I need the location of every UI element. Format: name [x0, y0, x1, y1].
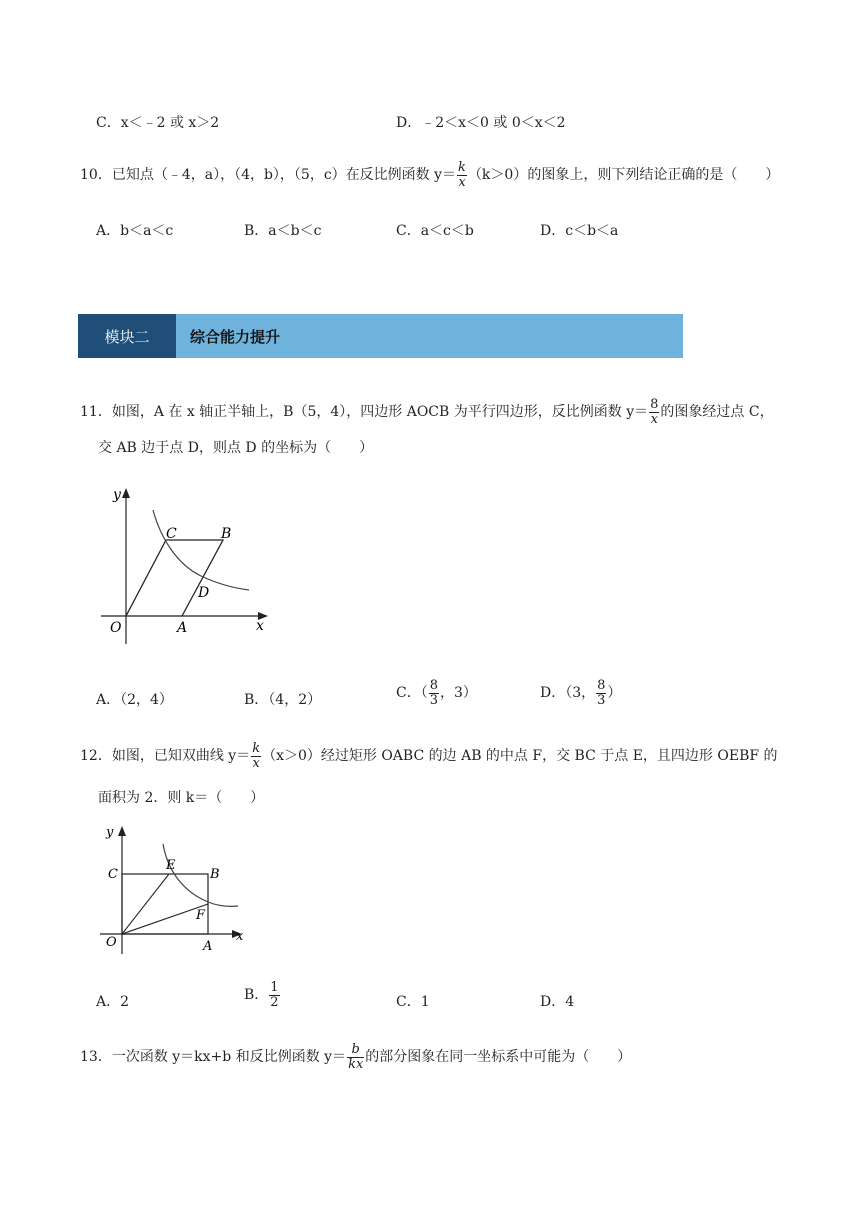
q11-label-a: A [177, 620, 188, 636]
q12-label-b: B [210, 867, 220, 882]
q12-segment-oe [122, 874, 169, 934]
module-label: 模块二 [78, 314, 176, 358]
q12-label-c: C [108, 867, 118, 882]
q12-label-y: y [106, 825, 114, 840]
q11-option-d-pre: D．（3， [540, 685, 596, 702]
q11-option-c [396, 679, 477, 707]
q12-option-c: C．1 [396, 994, 430, 1010]
q11-option-a: A．（2，4） [96, 692, 173, 708]
q10-option-b: B．a＜b＜c [244, 223, 322, 239]
q11-option-d-post: ） [607, 685, 622, 702]
q11-option-c-pre: C．（ [396, 685, 428, 702]
q11-label-c: C [166, 526, 177, 542]
q12-frac-den: x [252, 755, 260, 771]
q12-option-b-den: 2 [270, 994, 279, 1010]
q12-label-f: F [196, 908, 206, 923]
q13-fraction [347, 1043, 364, 1071]
q12-option-a: A．2 [96, 994, 130, 1010]
q11-line1-before: 11．如图，A 在 x 轴正半轴上，B（5，4），四边形 AOCB 为平行四边形，反比例函数 y＝ [80, 404, 649, 421]
q11-option-d-frac [596, 679, 606, 707]
q12-line1-before: 12．如图，已知双曲线 y＝ [80, 748, 251, 765]
q10-fraction [457, 161, 467, 189]
q11-frac-num: 8 [650, 397, 659, 412]
q10-stem-after: （k＞0）的图象上，则下列结论正确的是（ ） [467, 167, 780, 184]
q11-label-o: O [110, 620, 122, 636]
q11-label-b: B [221, 526, 232, 542]
q11-option-d-den: 3 [597, 692, 606, 708]
module-title: 综合能力提升 [176, 314, 683, 358]
q11-hyperbola [153, 510, 249, 590]
q12-option-b-frac [269, 981, 279, 1009]
q13-stem-before: 13．一次函数 y＝kx+b 和反比例函数 y＝ [80, 1049, 347, 1066]
q9-option-d: D．﹣2＜x＜0 或 0＜x＜2 [396, 115, 566, 131]
q10-frac-den: x [458, 174, 466, 190]
q13-stem [80, 1043, 631, 1071]
q12-rectangle [122, 874, 208, 934]
q12-figure [100, 822, 250, 957]
q12-line1 [80, 742, 778, 770]
q11-option-c-den: 3 [429, 692, 438, 708]
q12-line2: 面积为 2．则 k＝（ ） [98, 790, 265, 806]
q12-y-arrow [118, 826, 126, 836]
q11-label-x: x [256, 618, 264, 634]
q12-label-x: x [236, 929, 244, 944]
q12-option-b [244, 981, 281, 1009]
q11-line2: 交 AB 边于点 D，则点 D 的坐标为（ ） [98, 440, 374, 456]
q10-stem-before: 10．已知点（﹣4，a），（4，b），（5，c）在反比例函数 y＝ [80, 167, 457, 184]
q12-line1-after: （x＞0）经过矩形 OABC 的边 AB 的中点 F，交 BC 于点 E，且四边形 OEBF 的 [262, 748, 778, 765]
q11-parallelogram [126, 540, 223, 616]
q12-frac-num: k [252, 741, 261, 756]
q11-option-c-post: ，3） [440, 685, 477, 702]
q11-fraction [649, 398, 659, 426]
q10-option-a: A．b＜a＜c [96, 223, 174, 239]
q11-option-c-frac [429, 679, 439, 707]
q10-option-d: D．c＜b＜a [540, 223, 619, 239]
q12-label-e: E [166, 858, 176, 873]
q12-option-b-num: 1 [270, 980, 279, 995]
q11-option-d [540, 679, 621, 707]
q12-hyperbola [163, 844, 238, 906]
q11-y-arrow [122, 488, 130, 498]
q12-fraction [251, 742, 261, 770]
q12-label-o: O [106, 935, 117, 950]
q10-option-c: C．a＜c＜b [396, 223, 474, 239]
q10-frac-num: k [458, 160, 466, 175]
q11-label-y: y [113, 487, 121, 503]
q13-frac-num: b [347, 1043, 364, 1058]
q11-figure [96, 484, 276, 649]
q13-stem-after: 的部分图象在同一坐标系中可能为（ ） [365, 1049, 632, 1066]
q13-frac-den: kx [348, 1056, 364, 1072]
q10-stem [80, 161, 779, 189]
q11-frac-den: x [650, 411, 658, 427]
q11-line1-after: 的图象经过点 C， [660, 404, 774, 421]
q11-label-d: D [198, 585, 210, 601]
q12-option-b-pre: B． [244, 987, 269, 1004]
q11-option-b: B．（4，2） [244, 692, 322, 708]
q12-label-a: A [203, 939, 213, 954]
q12-option-d: D．4 [540, 994, 575, 1010]
q11-option-c-num: 8 [429, 678, 438, 693]
q11-option-d-num: 8 [597, 678, 606, 693]
q11-line1 [80, 398, 774, 426]
q9-option-c: C．x＜﹣2 或 x＞2 [96, 115, 220, 131]
